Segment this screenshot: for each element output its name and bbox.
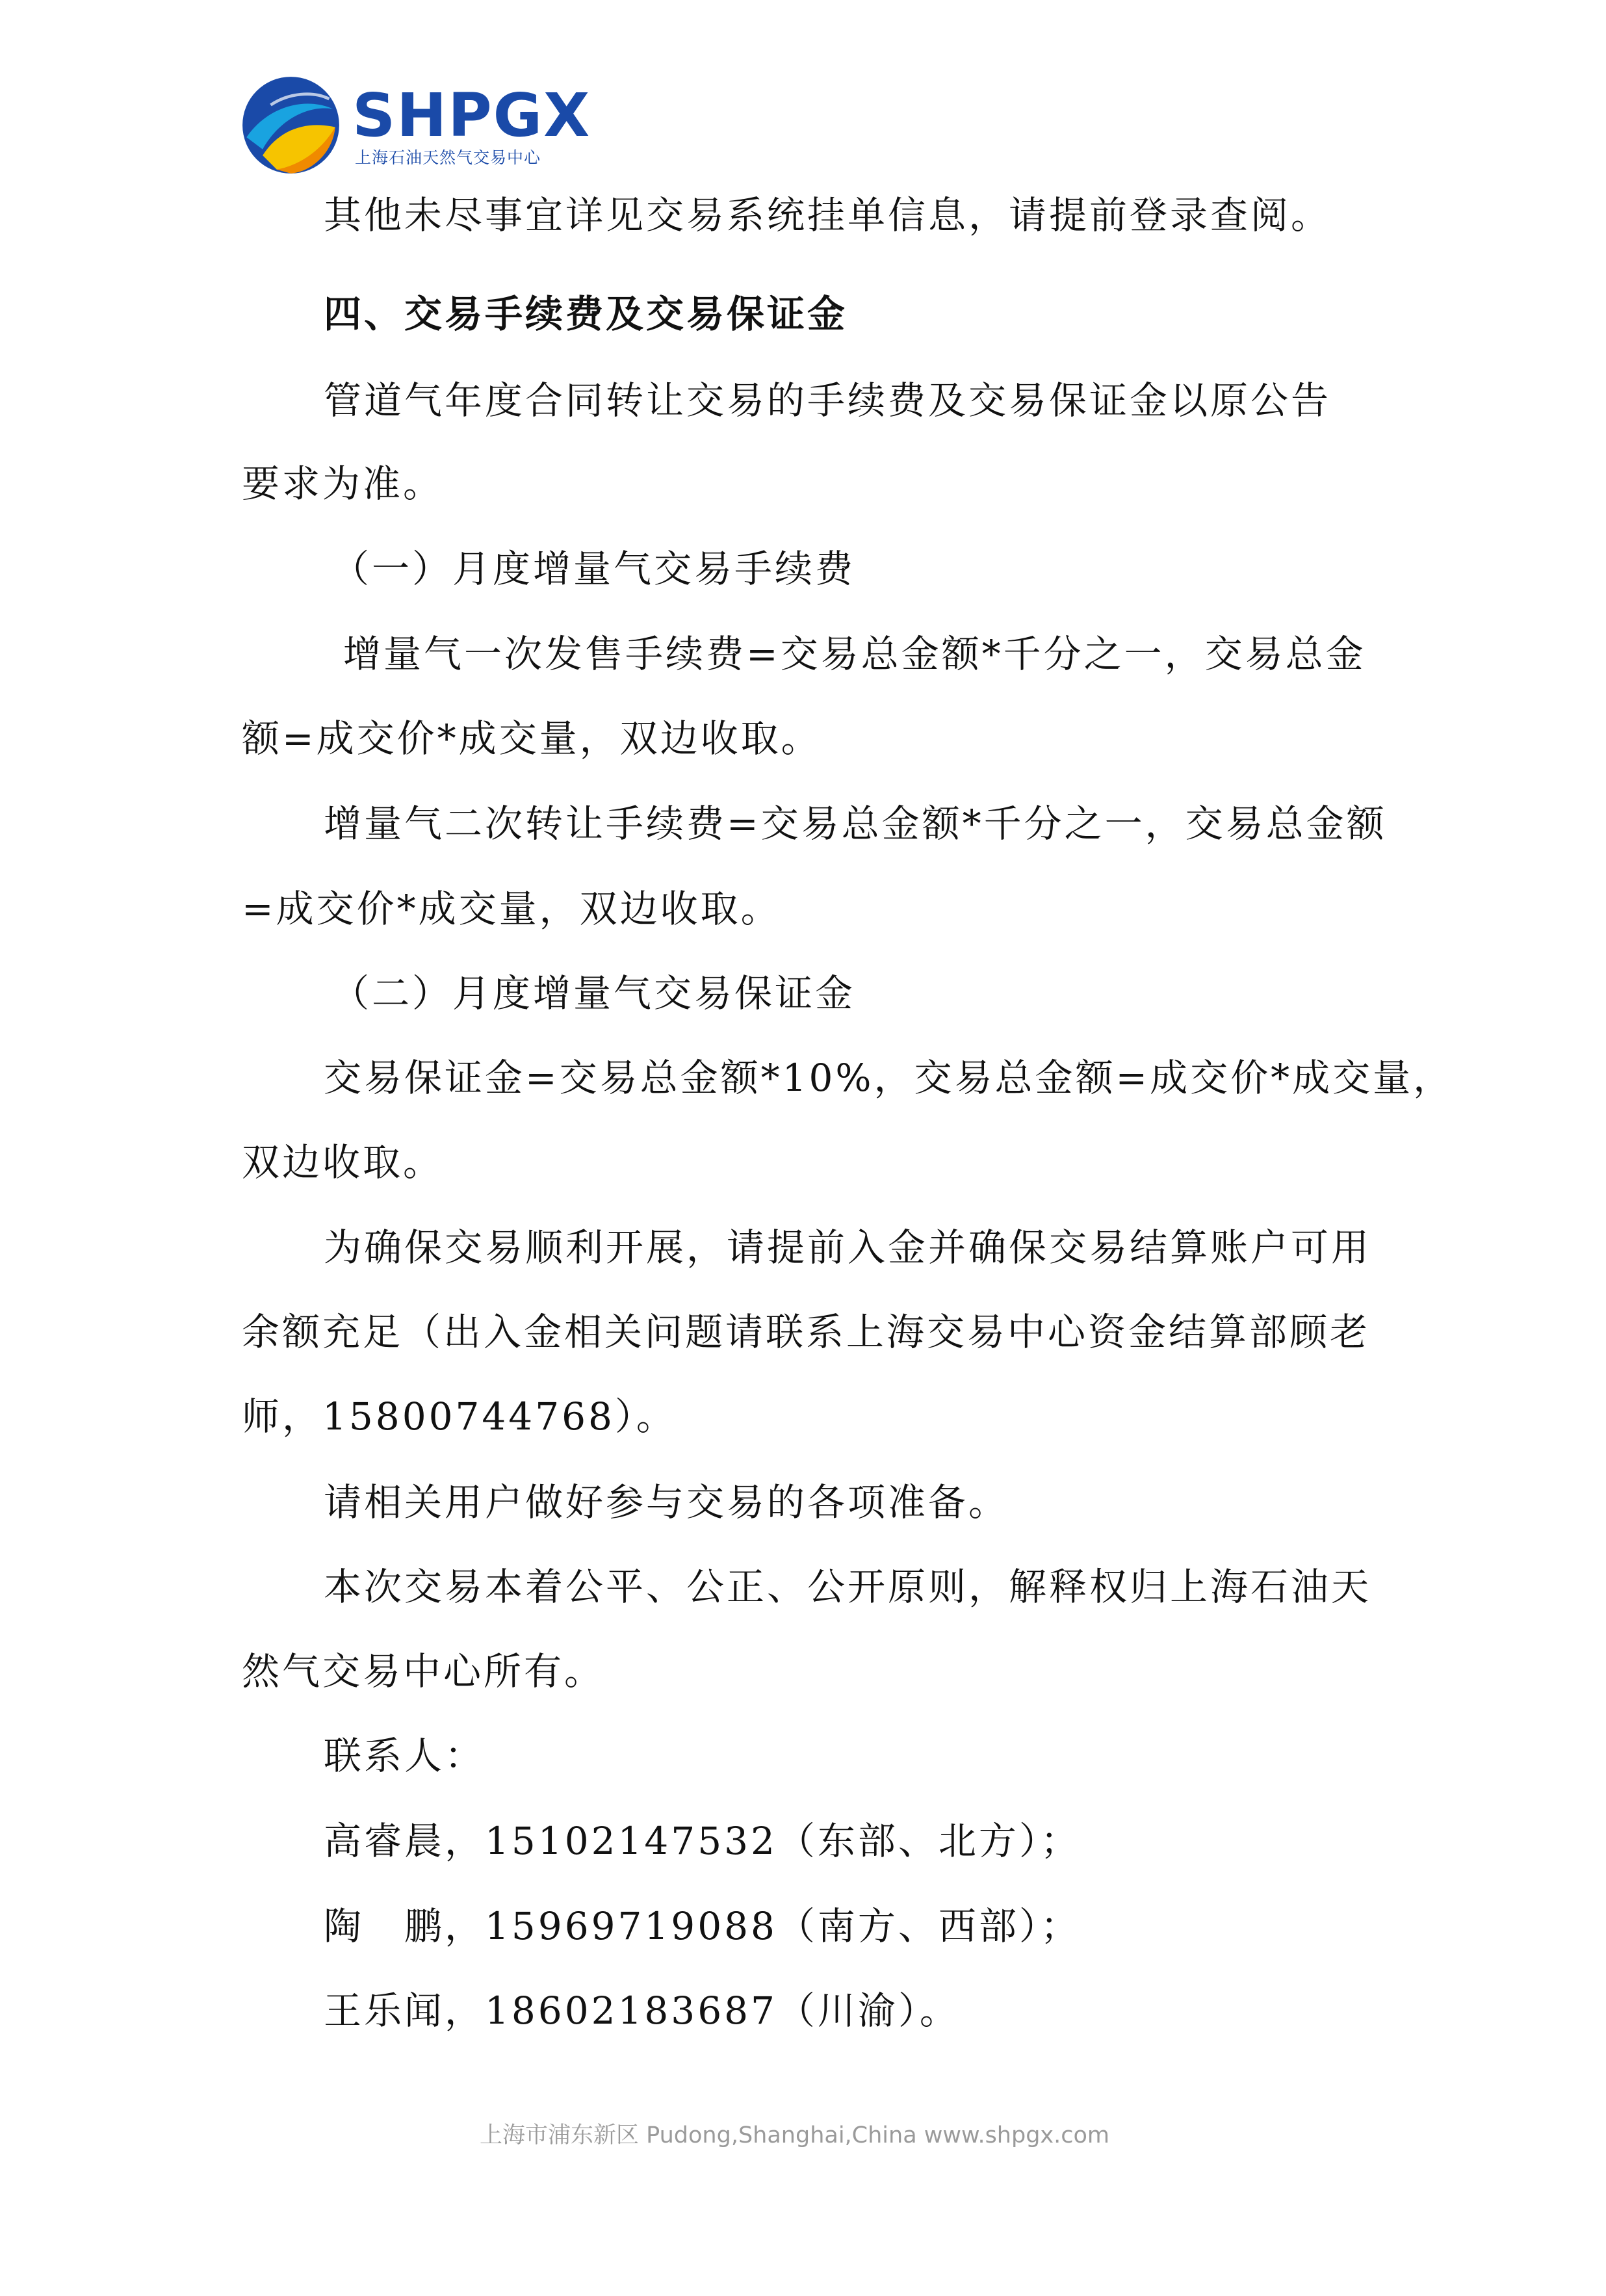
paragraph-line: 师，15800744768）。 — [242, 1394, 677, 1439]
paragraph-line: 余额充足（出入金相关问题请联系上海交易中心资金结算部顾老 — [242, 1310, 1371, 1354]
subsection-heading: （一）月度增量气交易手续费 — [331, 547, 856, 591]
contact-entry: 王乐闻，18602183687（川渝）。 — [324, 1989, 960, 2033]
paragraph-line: 管道气年度合同转让交易的手续费及交易保证金以原公告 — [324, 378, 1332, 423]
paragraph-line: 为确保交易顺利开展，请提前入金并确保交易结算账户可用 — [324, 1225, 1372, 1270]
shpgx-emblem-icon — [240, 75, 341, 176]
paragraph-line: 额=成交价*成交量，双边收取。 — [242, 716, 822, 761]
paragraph-line: 其他未尽事宜详见交易系统挂单信息，请提前登录查阅。 — [324, 193, 1332, 237]
contact-entry: 陶 鹏，15969719088（南方、西部）； — [324, 1904, 1081, 1948]
logo-name: SHPGX — [352, 81, 591, 150]
paragraph-line: 本次交易本着公平、公正、公开原则，解释权归上海石油天 — [324, 1565, 1372, 1609]
contact-entry: 高睿晨，15102147532（东部、北方）； — [324, 1819, 1081, 1863]
paragraph-line: 双边收取。 — [242, 1140, 444, 1184]
paragraph-line: 要求为准。 — [242, 462, 444, 506]
paragraph-line: 增量气一次发售手续费=交易总金额*千分之一，交易总金 — [343, 632, 1366, 676]
paragraph-line: 增量气二次转让手续费=交易总金额*千分之一，交易总金额 — [324, 802, 1387, 846]
paragraph-line: =成交价*成交量，双边收取。 — [242, 887, 781, 931]
contact-label: 联系人： — [324, 1734, 486, 1778]
shpgx-logo — [240, 73, 591, 183]
logo-subtitle: 上海石油天然气交易中心 — [355, 148, 541, 167]
section-heading: 四、交易手续费及交易保证金 — [324, 292, 848, 336]
paragraph-line: 然气交易中心所有。 — [242, 1649, 605, 1693]
page-footer: 上海市浦东新区 Pudong,Shanghai,China www.shpgx.com — [480, 2122, 1110, 2148]
paragraph-line: 请相关用户做好参与交易的各项准备。 — [324, 1480, 1009, 1524]
subsection-heading: （二）月度增量气交易保证金 — [331, 971, 856, 1015]
paragraph-line: 交易保证金=交易总金额*10%，交易总金额=成交价*成交量， — [324, 1056, 1454, 1100]
